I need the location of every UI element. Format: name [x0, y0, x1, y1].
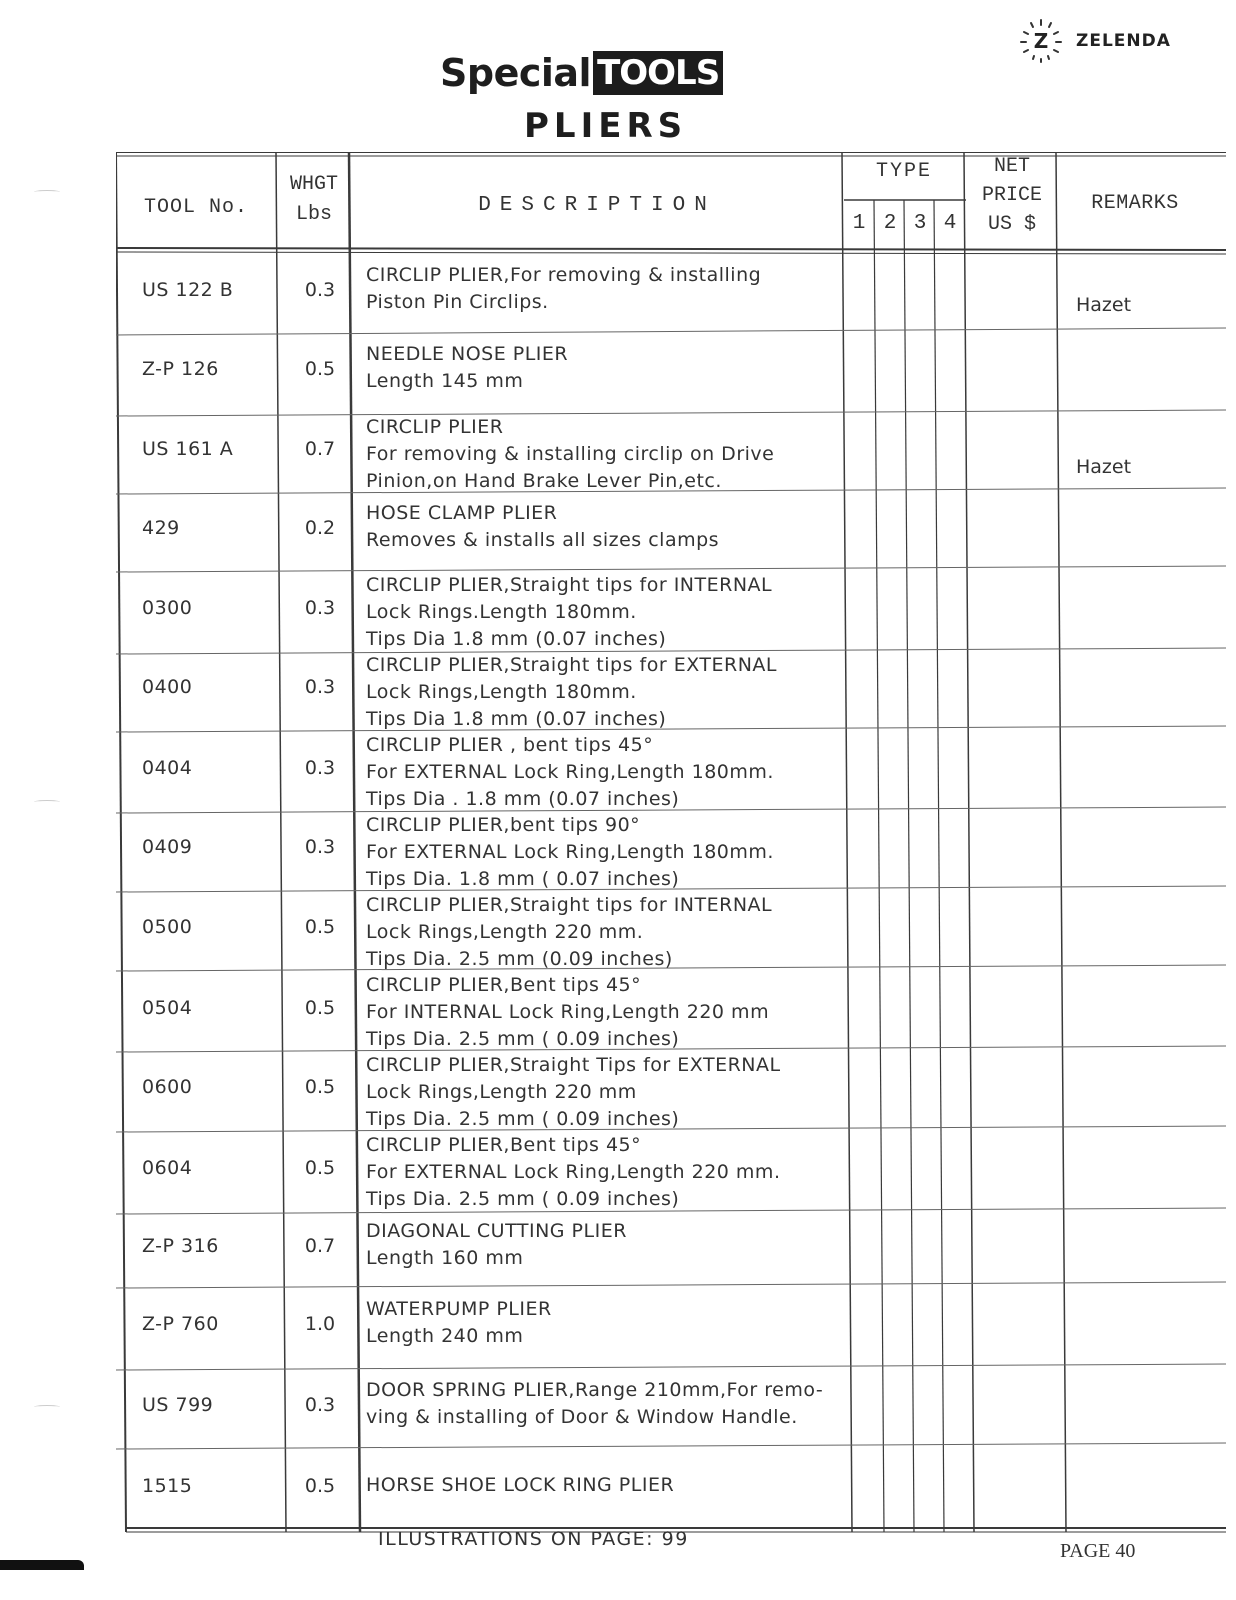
tool-number: Z-P 760: [142, 1313, 219, 1335]
description-line: CIRCLIP PLIER,Straight tips for EXTERNAL: [366, 654, 777, 676]
punch-hole-mark: [34, 1405, 60, 1409]
tool-number: 0500: [142, 916, 193, 938]
tool-weight: 0.3: [304, 676, 336, 698]
header-description: DESCRIPTION: [478, 194, 716, 217]
tool-number: 0504: [142, 997, 193, 1019]
description-line: For EXTERNAL Lock Ring,Length 220 mm.: [366, 1161, 781, 1183]
tool-number: 0404: [142, 757, 193, 779]
tool-weight: 0.3: [304, 597, 336, 619]
description-line: CIRCLIP PLIER,Bent tips 45°: [366, 974, 642, 996]
description-line: Lock Rings,Length 220 mm: [366, 1081, 637, 1103]
tool-weight: 0.3: [304, 279, 336, 301]
tool-description: [366, 1472, 836, 1499]
tool-weight: 0.5: [304, 997, 336, 1019]
description-line: Removes & installs all sizes clamps: [366, 529, 720, 551]
tool-weight: 0.3: [304, 757, 336, 779]
tool-description: [366, 732, 836, 813]
tool-weight: 0.3: [304, 836, 336, 858]
header-price-line1: NET: [993, 155, 1030, 178]
brand-name: ZELENDA: [1076, 31, 1171, 51]
header-net-price: [966, 152, 1058, 239]
tool-number: 0604: [142, 1157, 193, 1179]
tool-weight: 0.5: [304, 1076, 336, 1098]
tool-number: Z-P 316: [142, 1235, 219, 1257]
tool-description: [366, 972, 836, 1053]
tool-weight: 0.5: [304, 916, 336, 938]
tool-description: [366, 1132, 836, 1213]
tool-number: US 799: [142, 1394, 214, 1416]
tools-table: [116, 152, 1226, 1562]
tool-weight: 0.2: [304, 517, 336, 539]
tool-description: [366, 892, 836, 973]
description-line: NEEDLE NOSE PLIER: [366, 343, 569, 365]
header-weight-line1: WHGT: [289, 173, 338, 196]
header-weight: [278, 170, 350, 230]
description-line: Lock Rings,Length 180mm.: [366, 681, 637, 703]
description-line: WATERPUMP PLIER: [366, 1298, 552, 1320]
description-line: CIRCLIP PLIER,Straight tips for INTERNAL: [366, 894, 773, 916]
tool-description: [366, 1377, 836, 1431]
tool-description: [366, 262, 836, 316]
tool-weight: 0.7: [304, 438, 336, 460]
description-line: Tips Dia. 2.5 mm ( 0.09 inches): [366, 1028, 680, 1050]
zelenda-logo-icon: [1018, 18, 1064, 64]
header-price-line2: PRICE: [981, 184, 1042, 207]
tool-remark: Hazet: [1076, 456, 1132, 478]
description-line: Piston Pin Circlips.: [366, 291, 549, 313]
tool-weight: 0.5: [304, 1475, 336, 1497]
description-line: ving & installing of Door & Window Handle.: [366, 1406, 798, 1428]
title-category: PLIERS: [524, 106, 688, 146]
tool-weight: 1.0: [304, 1313, 336, 1335]
tool-description: [366, 652, 836, 733]
punch-hole-mark: [34, 800, 60, 804]
description-line: CIRCLIP PLIER: [366, 416, 504, 438]
description-line: Length 145 mm: [366, 370, 524, 392]
illustrations-note: ILLUSTRATIONS ON PAGE: 99: [378, 1528, 689, 1550]
logo-letter: Z: [1033, 29, 1049, 53]
tool-number: 0400: [142, 676, 193, 698]
header-type: TYPE: [875, 160, 932, 183]
description-line: For EXTERNAL Lock Ring,Length 180mm.: [366, 761, 774, 783]
tool-description: [366, 1296, 836, 1350]
description-line: Length 240 mm: [366, 1325, 524, 1347]
tool-number: 0300: [142, 597, 193, 619]
description-line: Tips Dia. 1.8 mm ( 0.07 inches): [366, 868, 680, 890]
scan-edge-mark: [0, 1560, 84, 1570]
tool-number: 0409: [142, 836, 193, 858]
brand: [1018, 18, 1171, 64]
description-line: Tips Dia 1.8 mm (0.07 inches): [366, 708, 667, 730]
description-line: HOSE CLAMP PLIER: [366, 502, 558, 524]
description-line: For removing & installing circlip on Drive: [366, 443, 775, 465]
description-line: Tips Dia. 2.5 mm ( 0.09 inches): [366, 1108, 680, 1130]
description-line: Pinion,on Hand Brake Lever Pin,etc.: [366, 470, 722, 492]
tool-description: [366, 414, 836, 495]
tool-description: [366, 1052, 836, 1133]
description-line: CIRCLIP PLIER,Bent tips 45°: [366, 1134, 642, 1156]
title-tools-badge: TOOLS: [593, 51, 723, 95]
tool-weight: 0.5: [304, 358, 336, 380]
header-type-2: 2: [883, 212, 897, 235]
tool-number: US 161 A: [142, 438, 234, 460]
tool-number: 0600: [142, 1076, 193, 1098]
tool-weight: 0.3: [304, 1394, 336, 1416]
header-price-line3: US $: [987, 213, 1036, 236]
description-line: CIRCLIP PLIER,Straight tips for INTERNAL: [366, 574, 773, 596]
description-line: For EXTERNAL Lock Ring,Length 180mm.: [366, 841, 774, 863]
description-line: Lock Rings,Length 220 mm.: [366, 921, 644, 943]
header-remarks: REMARKS: [1091, 192, 1179, 215]
tool-description: [366, 341, 836, 395]
description-line: For INTERNAL Lock Ring,Length 220 mm: [366, 1001, 770, 1023]
tool-number: US 122 B: [142, 279, 234, 301]
tool-number: 429: [142, 517, 180, 539]
description-line: CIRCLIP PLIER , bent tips 45°: [366, 734, 654, 756]
description-line: Tips Dia 1.8 mm (0.07 inches): [366, 628, 667, 650]
tool-weight: 0.5: [304, 1157, 336, 1179]
page-title: [440, 48, 820, 146]
header-type-1: 1: [852, 212, 866, 235]
title-special: Special: [440, 51, 592, 95]
tool-remark: Hazet: [1076, 294, 1132, 316]
description-line: Tips Dia. 2.5 mm ( 0.09 inches): [366, 1188, 680, 1210]
description-line: Length 160 mm: [366, 1247, 524, 1269]
description-line: CIRCLIP PLIER,Straight Tips for EXTERNAL: [366, 1054, 781, 1076]
header-weight-line2: Lbs: [295, 203, 332, 226]
description-line: Tips Dia . 1.8 mm (0.07 inches): [366, 788, 680, 810]
header-type-3: 3: [913, 212, 927, 235]
description-line: HORSE SHOE LOCK RING PLIER: [366, 1473, 675, 1496]
description-line: CIRCLIP PLIER,bent tips 90°: [366, 814, 641, 836]
punch-hole-mark: [34, 190, 60, 194]
tool-description: [366, 572, 836, 653]
description-line: DIAGONAL CUTTING PLIER: [366, 1220, 627, 1242]
tool-description: [366, 1218, 836, 1272]
description-line: CIRCLIP PLIER,For removing & installing: [366, 264, 762, 286]
description-line: Tips Dia. 2.5 mm (0.09 inches): [366, 948, 673, 970]
header-tool-no: TOOL No.: [143, 196, 248, 219]
tool-number: Z-P 126: [142, 358, 219, 380]
tool-number: 1515: [142, 1475, 193, 1497]
tool-weight: 0.7: [304, 1235, 336, 1257]
page-number: PAGE 40: [1060, 1540, 1136, 1562]
header-type-4: 4: [943, 212, 957, 235]
tool-description: [366, 812, 836, 893]
description-line: DOOR SPRING PLIER,Range 210mm,For remo-: [366, 1379, 824, 1401]
tool-description: [366, 500, 836, 554]
description-line: Lock Rings.Length 180mm.: [366, 601, 637, 623]
